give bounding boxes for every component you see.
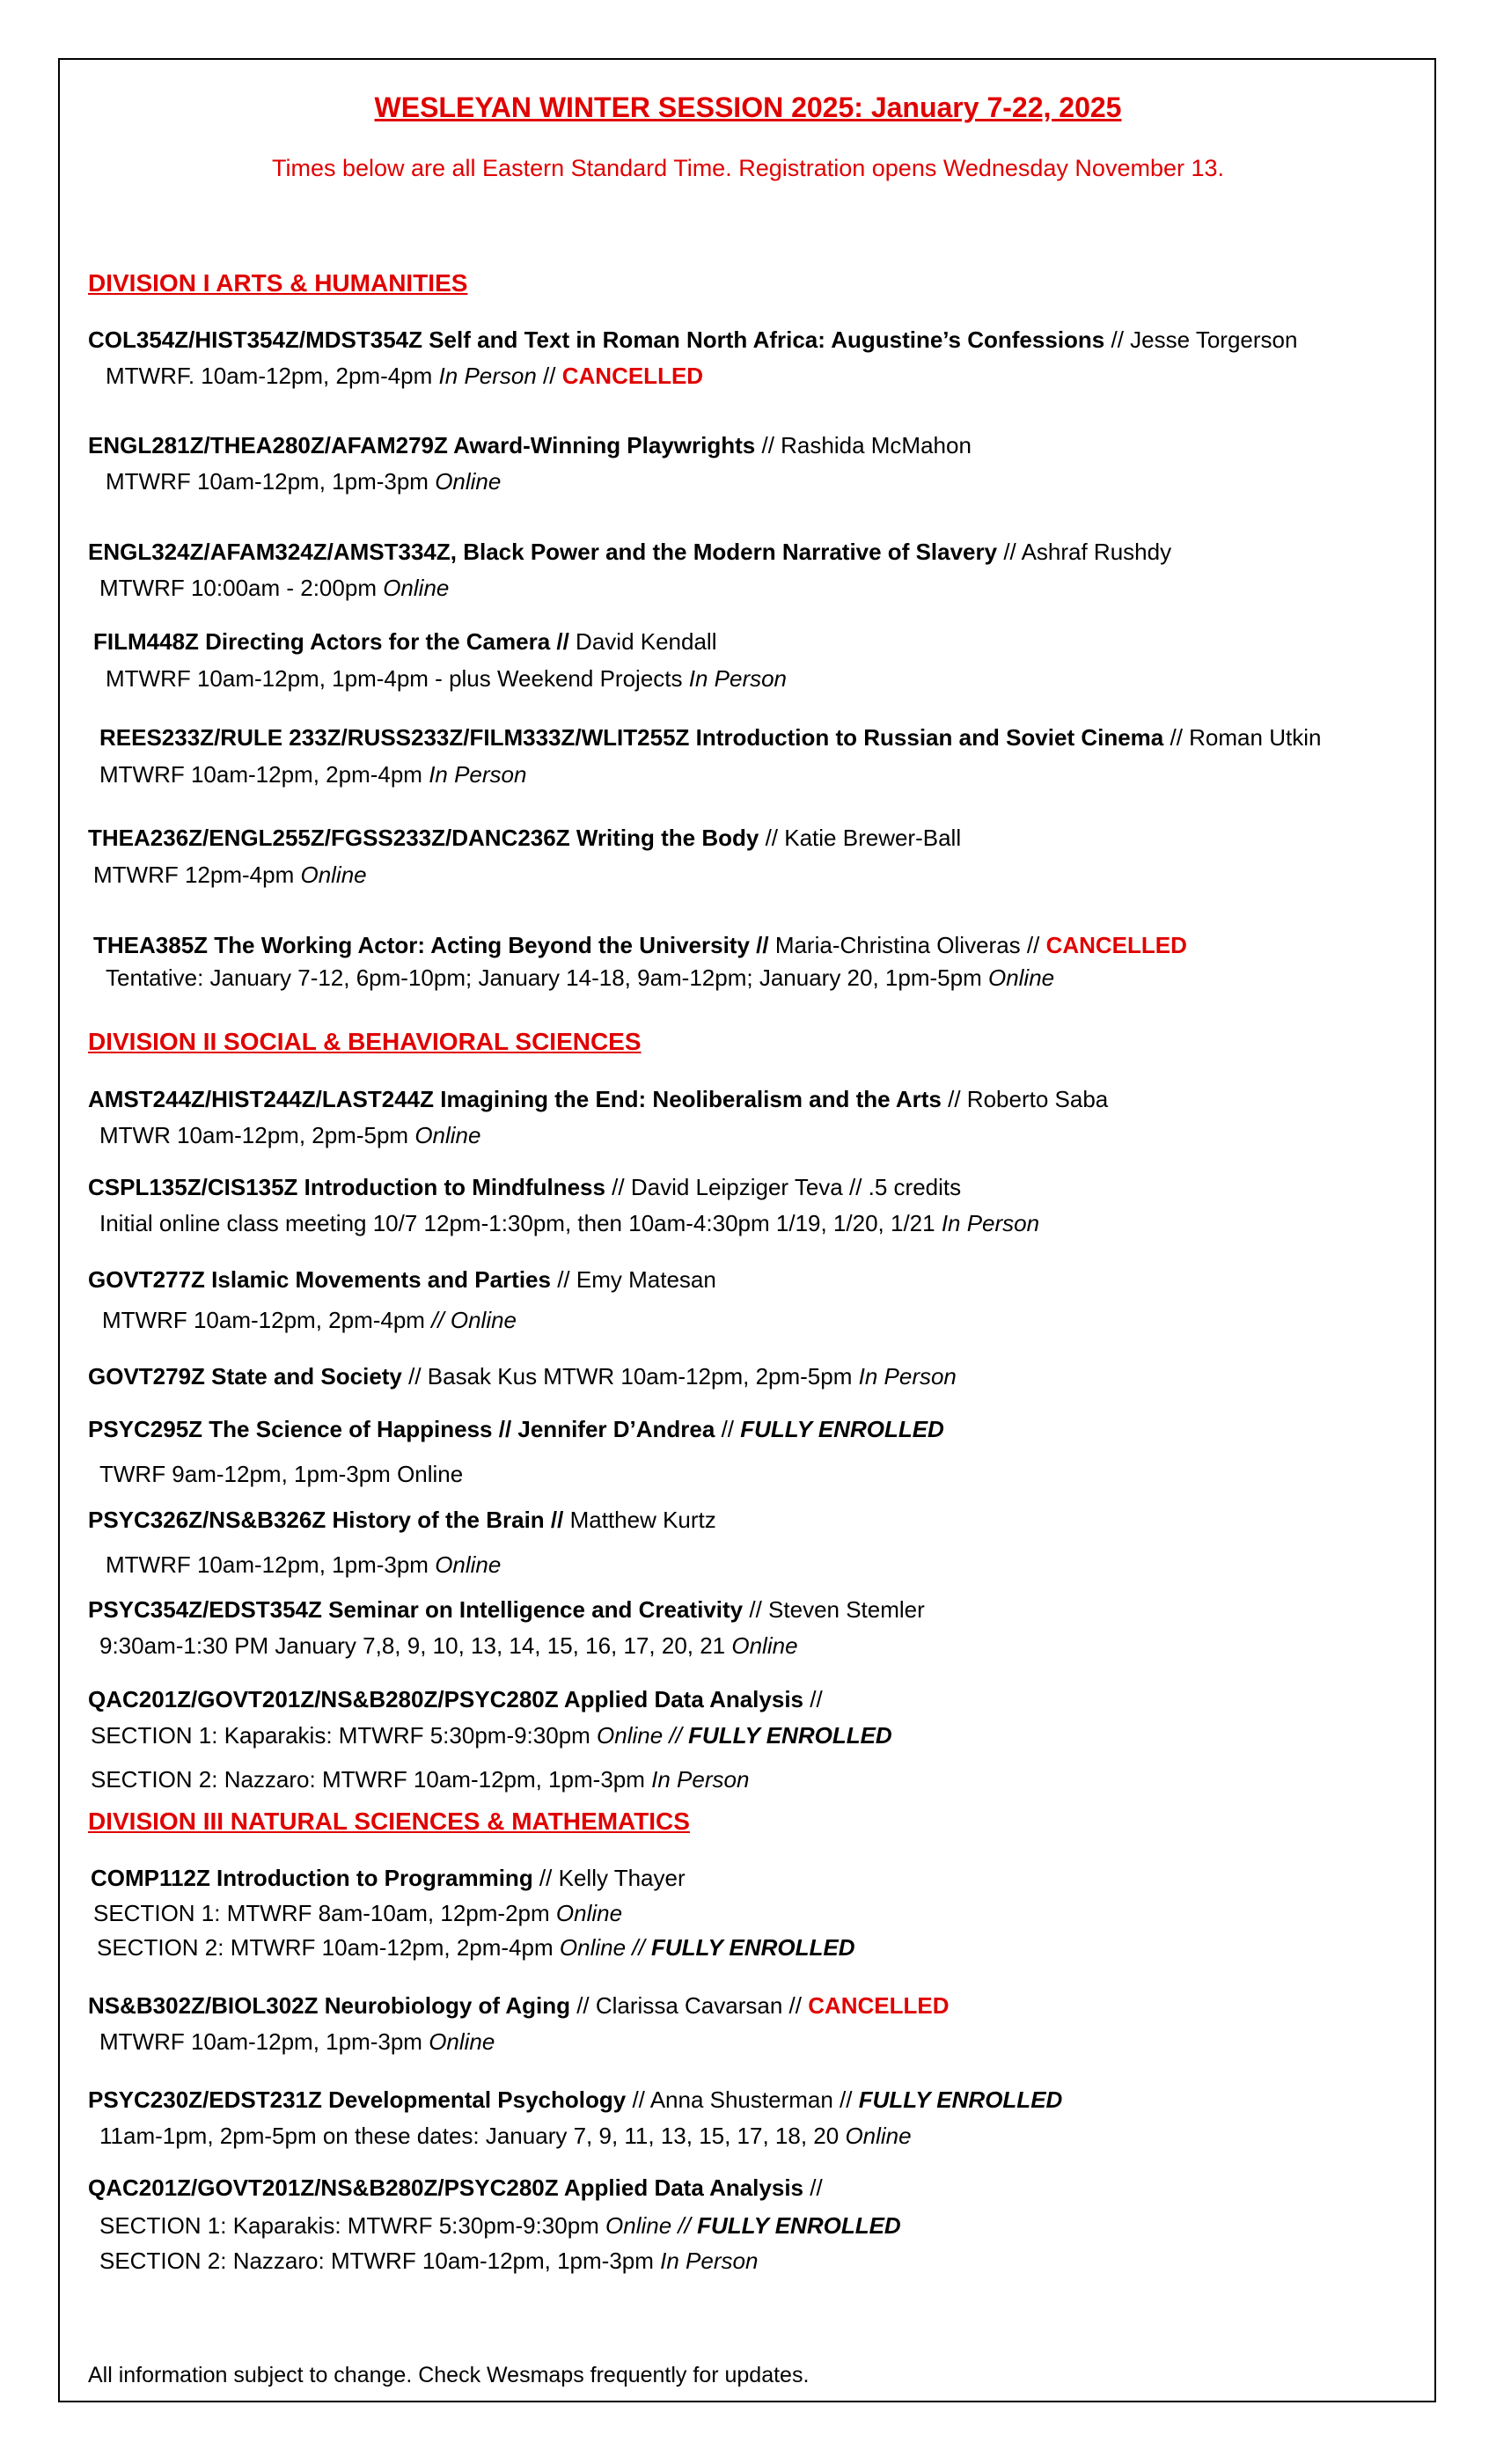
schedule: MTWRF 10am-12pm, 1pm-3pm <box>99 2028 429 2055</box>
schedule: Initial online class meeting 10/7 12pm-1:30pm, then 10am-4:30pm 1/19, 1/20, 1/21 <box>99 1210 942 1236</box>
status-badge: FULLY ENROLLED <box>688 1722 892 1749</box>
schedule: MTWRF 10am-12pm, 1pm-3pm <box>106 1551 436 1578</box>
delivery-mode: Online <box>987 964 1055 991</box>
instructor: Steven Stemler <box>768 1596 925 1623</box>
status-badge: CANCELLED <box>1045 932 1187 958</box>
status-badge: CANCELLED <box>808 1992 950 2019</box>
delivery-mode: In Person <box>438 363 537 389</box>
section-line: SECTION 1: MTWRF 8am-10am, 12pm-2pm Online <box>93 1900 623 1926</box>
instructor: Matthew Kurtz <box>563 1507 716 1533</box>
instructor: Ashraf Rushdy <box>1021 539 1172 565</box>
course-title: QAC201Z/GOVT201Z/NS&B280Z/PSYC280Z Applied Data Analysis <box>88 1686 804 1712</box>
instructor: David Leipziger Teva // .5 credits <box>630 1174 962 1200</box>
schedule: 9:30am-1:30 PM January 7,8, 9, 10, 13, 14, 15, 16, 17, 20, 21 <box>99 1632 732 1659</box>
course-title: PSYC326Z/NS&B326Z History of the Brain <box>88 1507 551 1533</box>
instructor: Kelly Thayer <box>558 1865 686 1891</box>
schedule: MTWRF 12pm-4pm <box>93 862 301 888</box>
course-title: PSYC230Z/EDST231Z Developmental Psychology <box>88 2086 627 2113</box>
status-badge: CANCELLED <box>561 363 704 389</box>
delivery-mode: Online <box>597 1722 664 1749</box>
course-title: PSYC354Z/EDST354Z Seminar on Intelligence and Creativity <box>88 1596 744 1623</box>
delivery-mode: Online <box>429 2028 495 2055</box>
status-badge: FULLY ENROLLED <box>858 2086 1063 2113</box>
schedule: MTWRF 10:00am - 2:00pm <box>99 575 384 601</box>
status-badge: FULLY ENROLLED <box>650 1934 855 1961</box>
delivery-mode: In Person <box>660 2248 759 2274</box>
course-title: ENGL324Z/AFAM324Z/AMST334Z, Black Power and the Modern Narrative of Slavery <box>88 539 998 565</box>
course-title: COMP112Z Introduction to Programming <box>91 1865 533 1891</box>
division-heading: DIVISION I ARTS & HUMANITIES <box>88 269 468 297</box>
delivery-mode: Online <box>555 1900 623 1926</box>
instructor: Basak Kus MTWR 10am-12pm, 2pm-5pm <box>427 1363 859 1390</box>
course-title: CSPL135Z/CIS135Z Introduction to Mindfulness <box>88 1174 605 1200</box>
delivery-mode: Online <box>435 1551 502 1578</box>
course-title: COL354Z/HIST354Z/MDST354Z Self and Text in Roman North Africa: Augustine’s Confessions <box>88 326 1105 353</box>
delivery-mode: In Person <box>429 761 527 788</box>
delivery-mode: Online <box>383 575 450 601</box>
schedule: Tentative: January 7-12, 6pm-10pm; January 14-18, 9am-12pm; January 20, 1pm-5pm <box>106 964 988 991</box>
footer-note: All information subject to change. Check Wesmaps frequently for updates. <box>88 2363 810 2387</box>
division-heading: DIVISION III NATURAL SCIENCES & MATHEMATICS <box>88 1808 690 1835</box>
status-badge: FULLY ENROLLED <box>740 1416 944 1442</box>
delivery-mode: Online <box>435 468 502 495</box>
course-title: REES233Z/RULE 233Z/RUSS233Z/FILM333Z/WLIT255Z Introduction to Russian and Soviet Cinema <box>99 724 1164 751</box>
delivery-mode: Online <box>414 1122 481 1148</box>
section-line: SECTION 2: Nazzaro: MTWRF 10am-12pm, 1pm-3pm In Person <box>91 1766 750 1793</box>
course-title: NS&B302Z/BIOL302Z Neurobiology of Aging <box>88 1992 570 2019</box>
section-line: SECTION 2: MTWRF 10am-12pm, 2pm-4pm Online // FULLY ENROLLED <box>97 1934 855 1961</box>
course-title: FILM448Z Directing Actors for the Camera <box>93 628 557 655</box>
course-title: AMST244Z/HIST244Z/LAST244Z Imagining the End: Neoliberalism and the Arts <box>88 1086 942 1112</box>
course-title: QAC201Z/GOVT201Z/NS&B280Z/PSYC280Z Applied Data Analysis <box>88 2174 804 2201</box>
delivery-mode: In Person <box>941 1210 1040 1236</box>
course-title: THEA385Z The Working Actor: Acting Beyond the University <box>93 932 757 958</box>
schedule: 11am-1pm, 2pm-5pm on these dates: January 7, 9, 11, 13, 15, 17, 18, 20 <box>99 2123 846 2149</box>
instructor: Emy Matesan <box>576 1266 716 1293</box>
instructor: Katie Brewer-Ball <box>784 825 962 851</box>
instructor: Clarissa Cavarsan // <box>595 1992 809 2019</box>
course-title: ENGL281Z/THEA280Z/AFAM279Z Award-Winning Playwrights <box>88 432 756 458</box>
delivery-mode: Online <box>559 1934 627 1961</box>
schedule: MTWRF 10am-12pm, 2pm-4pm <box>99 761 429 788</box>
delivery-mode: Online <box>450 1307 517 1333</box>
instructor: Maria-Christina Oliveras // <box>768 932 1046 958</box>
instructor: Rashida McMahon <box>781 432 972 458</box>
instructor: // Jennifer D’Andrea <box>498 1416 715 1442</box>
delivery-mode: Online <box>845 2123 912 2149</box>
schedule: MTWRF. 10am-12pm, 2pm-4pm <box>106 363 439 389</box>
schedule: MTWRF 10am-12pm, 1pm-4pm - plus Weekend Projects <box>106 665 689 692</box>
division-heading: DIVISION II SOCIAL & BEHAVIORAL SCIENCES <box>88 1028 642 1055</box>
delivery-mode: In Person <box>688 665 788 692</box>
section-line: SECTION 1: Kaparakis: MTWRF 5:30pm-9:30pm Online // FULLY ENROLLED <box>99 2212 901 2239</box>
course-title: PSYC295Z The Science of Happiness <box>88 1416 499 1442</box>
status-badge: FULLY ENROLLED <box>697 2212 901 2239</box>
instructor: Jesse Torgerson <box>1130 326 1298 353</box>
section-line: SECTION 1: Kaparakis: MTWRF 5:30pm-9:30pm Online // FULLY ENROLLED <box>91 1722 892 1749</box>
instructor: Roberto Saba <box>966 1086 1109 1112</box>
course-title: GOVT277Z Islamic Movements and Parties <box>88 1266 551 1293</box>
course-title: THEA236Z/ENGL255Z/FGSS233Z/DANC236Z Writing the Body <box>88 825 759 851</box>
schedule: MTWR 10am-12pm, 2pm-5pm <box>99 1122 415 1148</box>
instructor: Roman Utkin <box>1189 724 1322 751</box>
page-title: WESLEYAN WINTER SESSION 2025: January 7-22, 2025 <box>374 92 1122 123</box>
section-line: SECTION 2: Nazzaro: MTWRF 10am-12pm, 1pm-3pm In Person <box>99 2248 759 2274</box>
schedule: MTWRF 10am-12pm, 2pm-4pm <box>102 1307 432 1333</box>
delivery-mode: In Person <box>858 1363 957 1390</box>
course-title: GOVT279Z State and Society <box>88 1363 402 1390</box>
instructor: Anna Shusterman // <box>649 2086 859 2113</box>
schedule: MTWRF 10am-12pm, 1pm-3pm <box>106 468 436 495</box>
delivery-mode: In Person <box>651 1766 750 1793</box>
page-subtitle: Times below are all Eastern Standard Time. Registration opens Wednesday November 13. <box>271 155 1225 181</box>
delivery-mode: Online <box>300 862 367 888</box>
delivery-mode: Online <box>605 2212 672 2239</box>
schedule: TWRF 9am-12pm, 1pm-3pm Online <box>99 1461 464 1487</box>
instructor: David Kendall <box>568 628 717 655</box>
delivery-mode: Online <box>731 1632 798 1659</box>
